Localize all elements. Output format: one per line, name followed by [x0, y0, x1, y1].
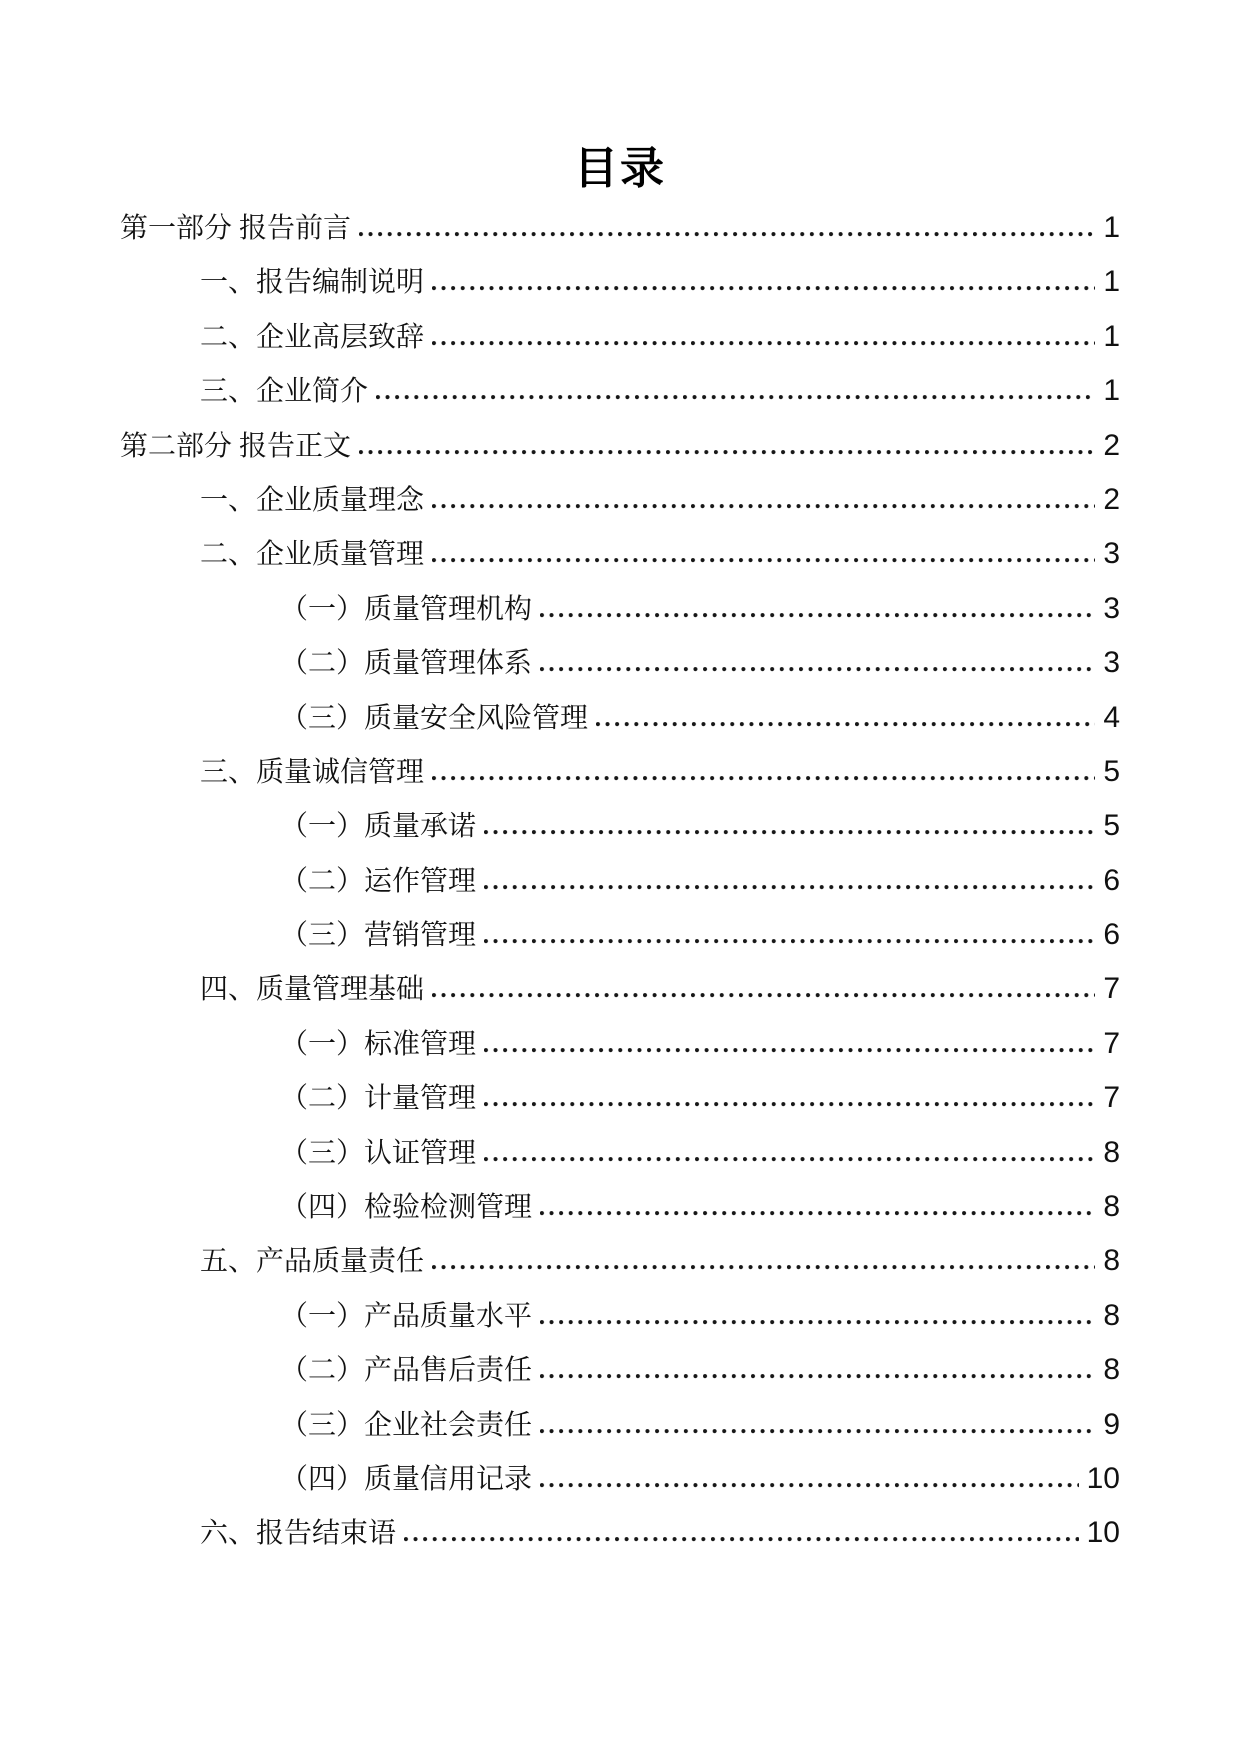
toc-entry-page-number: 8 — [1103, 1298, 1120, 1332]
toc-entry-label: （四）质量信用记录 — [280, 1463, 533, 1495]
toc-entry-page-number: 6 — [1103, 918, 1120, 952]
toc-leader-dots — [432, 557, 1095, 563]
toc-entry-label: 二、企业高层致辞 — [200, 321, 425, 353]
toc-leader-dots — [540, 1373, 1095, 1379]
toc-entry-page-number: 4 — [1103, 700, 1120, 734]
toc-entry-page-number: 8 — [1103, 1190, 1120, 1224]
toc-leader-dots — [540, 1210, 1095, 1216]
toc-entry-label: 第二部分 报告正文 — [120, 430, 352, 462]
toc-entry[interactable] — [120, 1234, 1120, 1288]
toc-entry-page-number: 1 — [1103, 211, 1120, 244]
toc-leader-dots — [484, 1101, 1095, 1107]
toc-leader-dots — [484, 938, 1095, 944]
toc-entry-page-number: 5 — [1103, 754, 1120, 788]
toc-entry-label: （三）质量安全风险管理 — [280, 702, 589, 734]
toc-entry-page-number: 5 — [1103, 809, 1120, 843]
toc-leader-dots — [484, 1047, 1095, 1053]
toc-entry[interactable] — [120, 473, 1120, 527]
toc-entry-page-number: 6 — [1103, 863, 1120, 897]
toc-entry-label: （三）企业社会责任 — [280, 1409, 533, 1441]
toc-entry[interactable] — [120, 582, 1120, 636]
toc — [120, 201, 1120, 1561]
toc-entry-page-number: 7 — [1103, 1026, 1120, 1060]
toc-entry-label: 一、报告编制说明 — [200, 267, 425, 299]
toc-entry[interactable] — [120, 745, 1120, 799]
toc-entry-page-number: 9 — [1103, 1407, 1120, 1441]
toc-entry-label: 四、质量管理基础 — [200, 974, 425, 1006]
toc-entry[interactable] — [120, 636, 1120, 690]
toc-entry-page-number: 8 — [1103, 1135, 1120, 1169]
toc-entry-page-number: 8 — [1103, 1353, 1120, 1387]
toc-entry[interactable] — [120, 1180, 1120, 1234]
toc-leader-dots — [540, 612, 1095, 618]
toc-leader-dots — [432, 503, 1095, 509]
toc-leader-dots — [540, 1482, 1079, 1488]
toc-entry[interactable] — [120, 310, 1120, 364]
toc-entry[interactable] — [120, 908, 1120, 962]
toc-leader-dots — [540, 1319, 1095, 1325]
toc-entry-label: 六、报告结束语 — [200, 1518, 397, 1550]
toc-leader-dots — [540, 1428, 1095, 1434]
toc-entry-label: （二）产品售后责任 — [280, 1355, 533, 1387]
toc-entry-label: 五、产品质量责任 — [200, 1246, 425, 1278]
toc-entry-label: 一、企业质量理念 — [200, 484, 425, 516]
toc-entry[interactable] — [120, 799, 1120, 853]
toc-entry[interactable] — [120, 201, 1120, 255]
toc-entry-page-number: 1 — [1103, 374, 1120, 408]
toc-leader-dots — [540, 666, 1095, 672]
toc-entry-page-number: 3 — [1103, 646, 1120, 680]
toc-leader-dots — [376, 394, 1095, 400]
toc-leader-dots — [404, 1536, 1079, 1542]
toc-entry[interactable] — [120, 527, 1120, 581]
toc-entry[interactable] — [120, 691, 1120, 745]
toc-entry-label: （一）质量管理机构 — [280, 593, 533, 625]
toc-entry-page-number: 7 — [1103, 1081, 1120, 1115]
toc-entry[interactable] — [120, 1398, 1120, 1452]
toc-entry-label: （三）营销管理 — [280, 920, 477, 952]
toc-entry-label: 三、企业简介 — [200, 376, 369, 408]
toc-entry-page-number: 1 — [1103, 265, 1120, 299]
toc-entry[interactable] — [120, 854, 1120, 908]
toc-entry-label: 三、质量诚信管理 — [200, 756, 425, 788]
toc-entry-label: （二）计量管理 — [280, 1083, 477, 1115]
toc-entry-label: （一）产品质量水平 — [280, 1300, 533, 1332]
toc-entry-page-number: 8 — [1103, 1244, 1120, 1278]
toc-entry[interactable] — [120, 1506, 1120, 1560]
toc-entry[interactable] — [120, 1289, 1120, 1343]
toc-leader-dots — [359, 449, 1095, 455]
toc-entry[interactable] — [120, 1071, 1120, 1125]
toc-title: 目录 — [574, 144, 666, 193]
toc-entry-label: （一）标准管理 — [280, 1028, 477, 1060]
toc-entry[interactable] — [120, 255, 1120, 309]
toc-entry[interactable] — [120, 1343, 1120, 1397]
toc-entry-label: （二）运作管理 — [280, 865, 477, 897]
toc-leader-dots — [484, 1156, 1095, 1162]
toc-entry[interactable] — [120, 364, 1120, 418]
toc-entry-page-number: 10 — [1086, 1461, 1120, 1495]
toc-entry[interactable] — [120, 1452, 1120, 1506]
toc-entry[interactable] — [120, 1017, 1120, 1071]
toc-entry[interactable] — [120, 1126, 1120, 1180]
toc-leader-dots — [359, 231, 1095, 237]
toc-entry-label: （一）质量承诺 — [280, 811, 477, 843]
toc-leader-dots — [432, 992, 1095, 998]
toc-entry-label: （三）认证管理 — [280, 1137, 477, 1169]
toc-entry-page-number: 2 — [1103, 482, 1120, 516]
toc-entry-page-number: 1 — [1103, 319, 1120, 353]
toc-entry-page-number: 3 — [1103, 537, 1120, 571]
toc-entry-page-number: 3 — [1103, 591, 1120, 625]
toc-entry-page-number: 7 — [1103, 972, 1120, 1006]
toc-leader-dots — [432, 340, 1095, 346]
toc-leader-dots — [596, 721, 1095, 727]
toc-entry[interactable] — [120, 419, 1120, 473]
toc-entry-label: （四）检验检测管理 — [280, 1192, 533, 1224]
toc-leader-dots — [484, 829, 1095, 835]
toc-entry-page-number: 10 — [1086, 1516, 1120, 1550]
toc-entry-label: 二、企业质量管理 — [200, 539, 425, 571]
toc-leader-dots — [432, 1264, 1095, 1270]
toc-leader-dots — [432, 775, 1095, 781]
toc-entry-label: （二）质量管理体系 — [280, 648, 533, 680]
toc-entry-label: 第一部分 报告前言 — [120, 213, 352, 244]
toc-leader-dots — [432, 285, 1095, 291]
toc-entry[interactable] — [120, 962, 1120, 1016]
toc-entry-page-number: 2 — [1103, 428, 1120, 462]
toc-leader-dots — [484, 884, 1095, 890]
toc-list — [120, 201, 1120, 1561]
